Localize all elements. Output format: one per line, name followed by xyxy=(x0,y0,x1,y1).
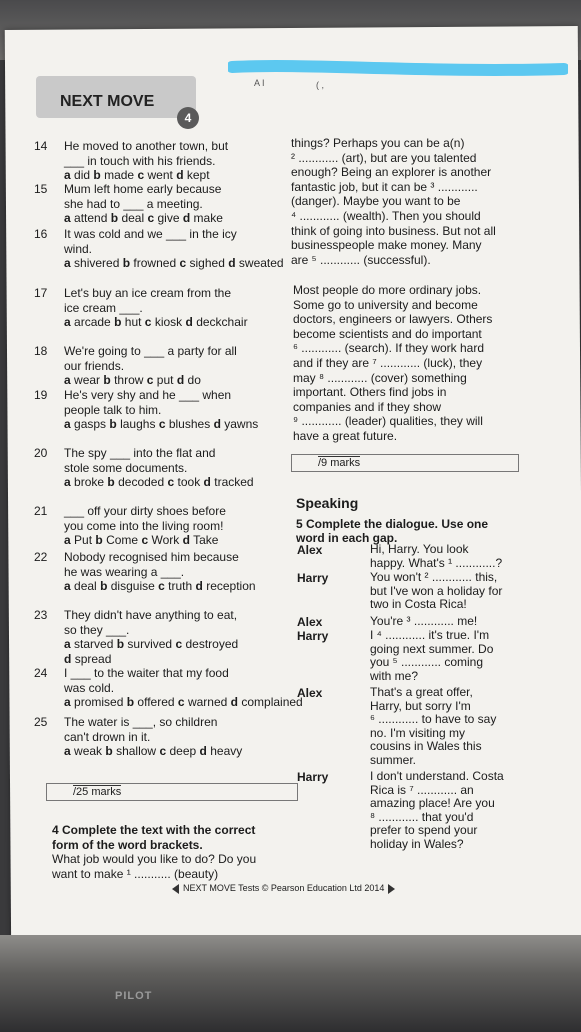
option-letter: a xyxy=(64,637,71,652)
option-text: frowned xyxy=(133,256,177,271)
option-text: offered xyxy=(137,695,175,710)
question-stem: Mum left home early because she had to ___ a meeting. xyxy=(64,182,222,211)
dialogue-line: You won't ² ............ this, but I've won a holiday for two in Costa Rica! xyxy=(370,570,503,612)
answer-options xyxy=(64,417,304,432)
speaker-name: Harry xyxy=(297,629,329,643)
page-title: NEXT MOVE xyxy=(60,93,155,110)
question-item xyxy=(34,666,304,710)
option-text: deal xyxy=(121,211,145,226)
option-letter: d xyxy=(230,695,238,710)
answer-options xyxy=(64,637,304,666)
answer-option[interactable] xyxy=(64,744,102,758)
task4-text-start: What job would you like to do? Do you want to make ¹ ........... (beauty) xyxy=(52,852,257,881)
question-number: 25 xyxy=(34,715,48,729)
answer-option[interactable] xyxy=(64,315,111,329)
option-letter: d xyxy=(195,579,203,594)
score-label: /25 marks xyxy=(73,786,122,798)
option-letter: a xyxy=(64,533,71,548)
answer-option[interactable] xyxy=(95,533,138,547)
answer-option[interactable] xyxy=(64,579,97,593)
dialogue-line: I ⁴ ............ it's true. I'm going next summer. Do you ⁵ ............ coming with me? xyxy=(370,628,494,683)
speaker-name: Harry xyxy=(297,571,329,585)
answer-options xyxy=(64,533,304,548)
option-letter: a xyxy=(64,256,71,271)
option-text: starved xyxy=(74,637,114,652)
answer-option[interactable] xyxy=(147,211,179,225)
option-letter: b xyxy=(103,373,111,388)
answer-option[interactable] xyxy=(196,579,256,593)
option-text: weak xyxy=(74,744,103,759)
option-letter: a xyxy=(64,417,71,432)
speaker-name: Alex xyxy=(297,615,323,629)
question-stem: Nobody recognised him because he was wearing a ___. xyxy=(64,550,239,579)
option-text: put xyxy=(156,373,174,388)
page-footer xyxy=(172,883,395,894)
answer-option[interactable] xyxy=(105,744,156,758)
task4-text-part2: things? Perhaps you can be a(n) ² ............ (art), but are you talented enough? Being an explorer is another fantastic job, but it can be ³ ............ (danger). Maybe you want to be ⁴ ............ (wealth). Then you should think of going into business. But not all businesspeople make money. Many are ⁵ ............ (successful). xyxy=(291,136,496,267)
scribble-1: A I xyxy=(254,78,265,88)
question-number: 14 xyxy=(34,139,48,153)
answer-option[interactable] xyxy=(107,475,164,489)
question-item xyxy=(34,504,304,548)
answer-option[interactable] xyxy=(64,417,106,431)
answer-option[interactable] xyxy=(100,579,155,593)
score-label: /9 marks xyxy=(318,457,361,469)
question-stem: I ___ to the waiter that my food was cold. xyxy=(64,666,229,695)
option-letter: c xyxy=(147,211,155,226)
answer-option[interactable] xyxy=(64,256,119,270)
question-stem: The water is ___, so children can't drown in it. xyxy=(64,715,218,744)
answer-option[interactable] xyxy=(167,475,200,489)
option-text: attend xyxy=(74,211,108,226)
option-text: kept xyxy=(186,168,210,183)
option-text: yawns xyxy=(224,417,259,432)
option-letter: c xyxy=(158,579,165,594)
answer-option[interactable] xyxy=(127,695,175,709)
answer-options xyxy=(64,373,304,388)
question-item xyxy=(34,286,304,330)
answer-option[interactable] xyxy=(179,256,224,270)
question-number: 18 xyxy=(34,344,48,358)
option-letter: a xyxy=(64,315,71,330)
option-letter: b xyxy=(100,579,108,594)
question-item xyxy=(34,139,304,183)
option-letter: a xyxy=(64,744,71,759)
answer-option[interactable] xyxy=(145,315,182,329)
option-text: deep xyxy=(169,744,197,759)
option-letter: d xyxy=(213,417,221,432)
answer-option[interactable] xyxy=(183,533,219,547)
dialogue-line: You're ³ ............ me! xyxy=(370,614,478,628)
question-item xyxy=(34,550,304,594)
question-number: 21 xyxy=(34,504,48,518)
question-number: 24 xyxy=(34,666,48,680)
answer-option[interactable] xyxy=(93,168,134,182)
dialogue-line: Hi, Harry. You look happy. What's ¹ ............? xyxy=(370,542,503,570)
answer-option[interactable] xyxy=(64,373,100,387)
question-stem: He's very shy and he ___ when people talk to him. xyxy=(64,388,232,417)
dialogue-line: That's a great offer, Harry, but sorry I'm ⁶ ............ to have to say no. I'm visiting my cousins in Wales this summer. xyxy=(370,685,497,767)
unit-badge: 4 xyxy=(177,107,199,129)
option-text: Work xyxy=(151,533,180,548)
answer-options xyxy=(64,256,304,271)
option-text: sighed xyxy=(189,256,225,271)
answer-option[interactable] xyxy=(114,315,141,329)
scribble-2: ( , xyxy=(316,80,324,90)
option-letter: b xyxy=(122,256,131,271)
option-letter: c xyxy=(175,637,183,652)
option-text: made xyxy=(104,168,135,183)
desk-background xyxy=(0,935,581,1032)
answer-options xyxy=(64,695,304,710)
question-item xyxy=(34,227,304,271)
option-letter: b xyxy=(109,417,117,432)
option-letter: c xyxy=(146,373,154,388)
answer-options xyxy=(64,744,304,759)
answer-option[interactable] xyxy=(147,373,174,387)
option-text: Put xyxy=(74,533,93,548)
option-letter: b xyxy=(95,533,103,548)
score-box-task4 xyxy=(291,454,519,472)
task4-intro xyxy=(52,823,282,881)
option-text: wear xyxy=(74,373,101,388)
answer-option[interactable] xyxy=(111,211,144,225)
option-text: heavy xyxy=(210,744,243,759)
answer-option[interactable] xyxy=(231,695,303,709)
option-text: deckchair xyxy=(196,315,248,330)
option-text: did xyxy=(74,168,91,183)
option-text: blushes xyxy=(168,417,211,432)
option-text: decoded xyxy=(118,475,165,490)
question-stem: ___ off your dirty shoes before you come into the living room! xyxy=(64,504,226,533)
answer-option[interactable] xyxy=(228,256,283,270)
score-box-vocabulary xyxy=(46,783,298,801)
option-letter: c xyxy=(144,315,152,330)
option-letter: d xyxy=(64,651,72,666)
option-letter: a xyxy=(64,579,71,594)
pen-brand: PILOT xyxy=(115,990,153,1002)
answer-option[interactable] xyxy=(109,417,155,431)
question-stem: He moved to another town, but ___ in touch with his friends. xyxy=(64,139,229,168)
answer-option[interactable] xyxy=(183,211,223,225)
option-text: laughs xyxy=(120,417,156,432)
option-letter: c xyxy=(159,744,167,759)
answer-option[interactable] xyxy=(64,533,92,547)
speaker-name: Harry xyxy=(297,770,329,784)
option-text: tracked xyxy=(214,475,254,490)
answer-option[interactable] xyxy=(64,211,107,225)
answer-options xyxy=(64,579,304,594)
question-item xyxy=(34,608,304,666)
option-text: truth xyxy=(168,579,193,594)
option-letter: b xyxy=(107,475,115,490)
answer-option[interactable] xyxy=(117,637,172,651)
option-text: promised xyxy=(74,695,124,710)
question-item xyxy=(34,715,304,759)
answer-option[interactable] xyxy=(177,373,201,387)
option-letter: b xyxy=(116,637,125,652)
footer-text: NEXT MOVE Tests © Pearson Education Ltd 2014 xyxy=(183,883,385,893)
option-text: disguise xyxy=(110,579,155,594)
option-text: sweated xyxy=(238,256,284,271)
option-letter: a xyxy=(64,168,71,183)
option-letter: b xyxy=(114,315,122,330)
task4-text-part3: Most people do more ordinary jobs. Some go to university and become doctors, engineers or lawyers. Others become scientists and do important ⁶ ............ (search). If they work hard and if they are ⁷ ............ (luck), they may ⁸ ............ (cover) something important. Others find jobs in companies and if they show ⁹ ............ (leader) qualities, they will have a great future. xyxy=(293,283,493,443)
option-letter: b xyxy=(110,211,119,226)
option-text: shivered xyxy=(74,256,120,271)
answer-options xyxy=(64,475,304,490)
option-text: give xyxy=(157,211,180,226)
option-text: Come xyxy=(106,533,139,548)
option-letter: a xyxy=(64,475,71,490)
question-stem: The spy ___ into the flat and stole some documents. xyxy=(64,446,216,475)
question-number: 20 xyxy=(34,446,48,460)
answer-options xyxy=(64,211,304,226)
option-letter: d xyxy=(199,744,207,759)
option-letter: a xyxy=(64,695,71,710)
speaking-title: Speaking xyxy=(296,495,359,511)
option-text: shallow xyxy=(116,744,157,759)
option-letter: c xyxy=(158,417,166,432)
task4-heading: 4 Complete the text with the correct form of the word brackets. xyxy=(52,823,256,852)
answer-option[interactable] xyxy=(204,475,254,489)
option-letter: d xyxy=(176,168,184,183)
option-text: deal xyxy=(74,579,97,594)
answer-option[interactable] xyxy=(175,637,238,651)
question-stem: They didn't have anything to eat, so they ___. xyxy=(64,608,238,637)
speaker-name: Alex xyxy=(297,543,323,557)
answer-option[interactable] xyxy=(214,417,259,431)
highlighter-mark xyxy=(228,57,568,81)
speaking-section xyxy=(296,496,536,546)
option-letter: c xyxy=(179,256,187,271)
answer-option[interactable] xyxy=(176,168,209,182)
option-letter: d xyxy=(185,315,193,330)
answer-option[interactable] xyxy=(64,168,90,182)
answer-option[interactable] xyxy=(200,744,243,758)
dialogue-line: I don't understand. Costa Rica is ⁷ ............ an amazing place! Are you ⁸ ............ that you'd prefer to spend your holiday in Wales? xyxy=(370,769,504,851)
option-text: warned xyxy=(187,695,228,710)
triangle-left-icon xyxy=(172,884,179,894)
option-text: hut xyxy=(124,315,142,330)
question-item xyxy=(34,182,304,226)
question-item xyxy=(34,446,304,490)
answer-option[interactable] xyxy=(159,417,210,431)
option-letter: a xyxy=(64,373,71,388)
option-letter: c xyxy=(141,533,149,548)
answer-option[interactable] xyxy=(141,533,179,547)
answer-option[interactable] xyxy=(64,637,113,651)
option-letter: d xyxy=(182,211,191,226)
option-letter: c xyxy=(167,475,175,490)
option-text: Take xyxy=(193,533,219,548)
question-stem: We're going to ___ a party for all our friends. xyxy=(64,344,237,373)
option-text: arcade xyxy=(74,315,111,330)
answer-option[interactable] xyxy=(64,695,123,709)
option-letter: b xyxy=(93,168,101,183)
answer-option[interactable] xyxy=(137,168,172,182)
question-number: 16 xyxy=(34,227,48,241)
question-stem: It was cold and we ___ in the icy wind. xyxy=(64,227,237,256)
option-text: spread xyxy=(74,651,112,666)
question-stem: Let's buy an ice cream from the ice cream ___. xyxy=(64,286,232,315)
answer-option[interactable] xyxy=(103,373,143,387)
option-text: took xyxy=(177,475,201,490)
answer-options xyxy=(64,315,304,330)
option-letter: c xyxy=(177,695,185,710)
question-number: 17 xyxy=(34,286,48,300)
question-number: 19 xyxy=(34,388,48,402)
question-item xyxy=(34,344,304,388)
option-text: throw xyxy=(114,373,144,388)
option-letter: c xyxy=(137,168,145,183)
answer-option[interactable] xyxy=(64,475,104,489)
answer-option[interactable] xyxy=(159,744,196,758)
option-letter: d xyxy=(176,373,185,388)
answer-option[interactable] xyxy=(158,579,192,593)
answer-option[interactable] xyxy=(64,652,111,666)
question-number: 15 xyxy=(34,182,48,196)
option-text: destroyed xyxy=(185,637,239,652)
answer-option[interactable] xyxy=(186,315,248,329)
option-letter: b xyxy=(126,695,135,710)
answer-option[interactable] xyxy=(123,256,176,270)
option-letter: a xyxy=(64,211,71,226)
question-item xyxy=(34,388,304,432)
task5-heading: 5 Complete the dialogue. Use one word in each gap. xyxy=(296,516,489,546)
option-letter: d xyxy=(182,533,190,548)
question-number: 22 xyxy=(34,550,48,564)
option-text: make xyxy=(193,211,223,226)
option-text: reception xyxy=(206,579,256,594)
option-text: went xyxy=(147,168,173,183)
option-letter: d xyxy=(203,475,211,490)
triangle-right-icon xyxy=(388,884,395,894)
option-text: gasps xyxy=(74,417,107,432)
answer-options xyxy=(64,168,304,183)
option-letter: b xyxy=(105,744,113,759)
speaker-name: Alex xyxy=(297,686,323,700)
option-text: broke xyxy=(74,475,105,490)
option-text: survived xyxy=(127,637,173,652)
option-text: kiosk xyxy=(154,315,183,330)
question-number: 23 xyxy=(34,608,48,622)
option-text: do xyxy=(187,373,201,388)
option-letter: d xyxy=(228,256,236,271)
answer-option[interactable] xyxy=(178,695,227,709)
option-text: complained xyxy=(241,695,303,710)
